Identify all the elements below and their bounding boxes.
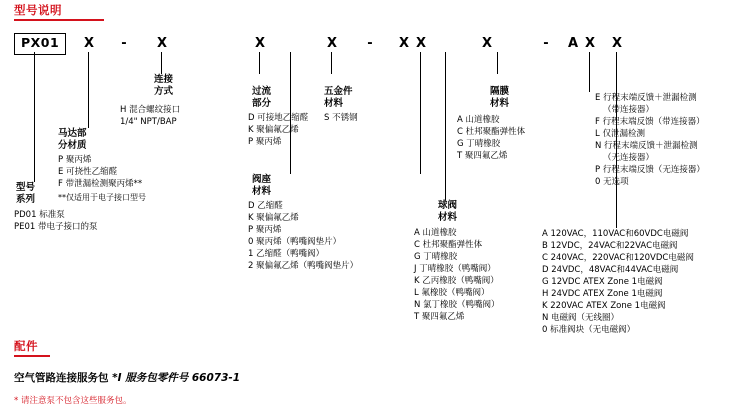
block-overflow-title: 过流 部分 [252,86,272,109]
title-underline [14,19,104,21]
code-token-ballvalve: X [481,36,493,51]
block-hardware-items: S 不锈钢 [324,113,358,123]
code-token-solenoid: X [611,36,623,51]
leader-valveseat-b [420,52,421,174]
accessories-note: * 请注意泵不包含这些服务包。 [14,396,132,406]
code-token-stroke: X [584,36,596,51]
code-token-diaphragm: X [398,36,410,51]
accessories-underline [14,355,50,357]
model-code-prefix: PX01 [14,33,66,55]
code-token-connection: X [156,36,168,51]
accessories-part-label: 空气管路连接服务包 * [14,372,118,384]
block-diaphragm [490,86,509,110]
leader-ballvalve [445,52,446,200]
code-token-hardware: X [326,36,338,51]
block-hardware [324,86,353,110]
code-dash-1: - [121,36,127,51]
block-valve-seat [252,174,271,198]
block-connection-items: H 混合螺纹接口 1/4" NPT/BAP [120,105,181,127]
block-valve-seat-title: 阀座 材料 [252,174,272,197]
leader-overflow [259,52,260,74]
block-ball-valve-items: A 山道橡胶 C 杜邦聚酯弹性体 G 丁晴橡胶 J 丁晴橡胶（鸭嘴阀） K 乙丙橡胶（鸭嘴阀） L 氟橡胶（鸭嘴阀） N 氯丁橡胶（鸭嘴阀） T 聚四氟乙烯 [414,228,500,322]
leader-motor [88,52,89,128]
block-diaphragm-items: A 山道橡胶 C 杜邦聚酯弹性体 G 丁晴橡胶 T 聚四氟乙烯 [457,115,526,161]
block-solenoid-items: A 120VAC，110VAC和60VDC电磁阀 B 12VDC，24VAC和22VAC电磁阀 C 240VAC，220VAC和120VDC电磁阀 D 24VDC，48VAC和44VAC电磁阀 G 12VDC ATEX Zone 1电磁阀 H 24VDC ATEX Zone 1电磁阀 K 220VAC ATEX Zone 1电磁阀 N 电磁阀（无线圈） 0 标准阀块（无电磁阀） [542,229,694,335]
block-motor-material-title: 马达部 分材质 [58,128,87,151]
code-dash-3: - [543,36,549,51]
accessories-part [14,370,240,385]
leader-diaphragm [497,52,498,74]
block-overflow [252,86,271,110]
code-token-motor: X [83,36,95,51]
code-dash-2: - [367,36,373,51]
block-valve-seat-items: D 乙缩醛 K 聚偏氟乙烯 P 聚丙烯 0 聚丙烯（鸭嘴阀垫片） 1 乙缩醛（鸭嘴阀） 2 聚偏氟乙烯（鸭嘴阀垫片） [248,201,359,271]
block-hardware-title: 五金件 材料 [324,86,353,109]
code-token-valveseat: X [415,36,427,51]
block-motor-material [58,128,87,152]
block-motor-material-note: **仅适用于电子接口型号 [58,193,146,202]
leader-hardware [331,52,332,74]
block-overflow-items: D 可接地乙缩醛 K 聚偏氟乙烯 P 聚丙烯 [248,113,309,147]
code-token-a: A [567,36,579,51]
leader-series [34,52,35,182]
block-motor-material-items: P 聚丙烯 E 可挠性乙缩醛 F 带泄漏检测聚丙烯** [58,155,143,189]
accessories-title: 配件 [14,339,38,353]
code-token-overflow: X [254,36,266,51]
block-connection [154,74,173,98]
block-ball-valve-title: 球阀 材料 [438,200,458,223]
block-diaphragm-title: 隔膜 材料 [490,86,510,109]
leader-stroke [589,52,590,92]
block-stroke-feedback-items: E 行程末端反馈＋泄漏检测 （带连接器） F 行程末端反馈（带连接器） L 仅泄漏检测 N 行程末端反馈＋泄漏检测 （无连接器） P 行程末端反馈（无连接器） 0 无选项 [595,93,705,187]
page-title: 型号说明 [14,3,62,17]
block-series-title: 型号 系列 [16,182,36,205]
leader-connection [161,52,162,74]
block-series [16,182,35,206]
block-series-items: PD01 标准泵 PE01 带电子接口的泵 [14,210,98,232]
block-ball-valve [438,200,457,224]
block-connection-title: 连接 方式 [154,74,174,97]
accessories-part-number: I 服务包零件号 66073-1 [117,372,241,384]
